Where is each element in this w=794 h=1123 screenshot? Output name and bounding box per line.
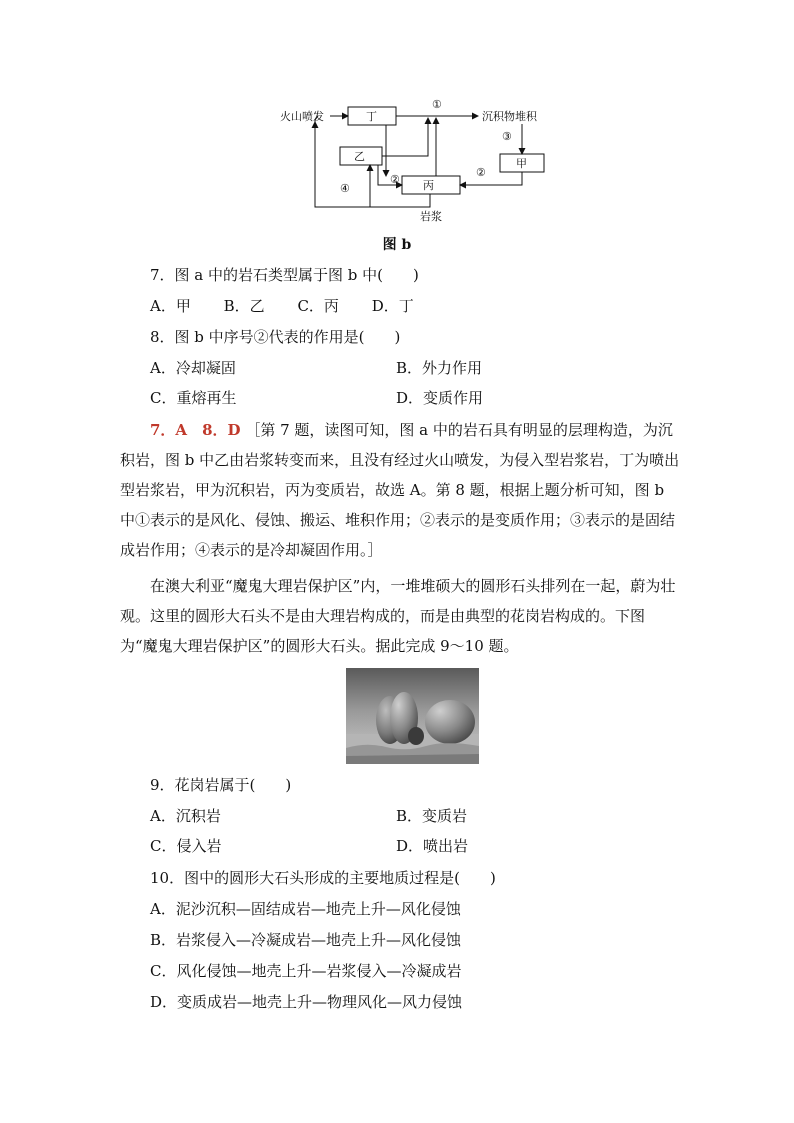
q10-option-b: B．岩浆侵入—冷凝成岩—地壳上升—风化侵蚀 <box>150 931 462 949</box>
q7-option-a: A．甲 <box>150 297 191 315</box>
label-1: ① <box>432 98 442 111</box>
label-2b: ② <box>476 166 486 179</box>
node-sediment: 沉积物堆积 <box>482 110 537 123</box>
q8-option-d: D．变质作用 <box>396 389 484 407</box>
rock-cycle-diagram <box>270 92 560 222</box>
q7-options <box>150 297 442 315</box>
q8-option-c: C．重熔再生 <box>150 389 237 407</box>
q8-option-b: B．外力作用 <box>396 359 483 377</box>
diagram-caption: 图 b <box>382 237 412 253</box>
node-volcano: 火山喷发 <box>280 110 324 123</box>
answer-text: ［第 7 题，读图可知，图 a 中的岩石具有明显的层理构造，为沉积岩，图 b 中乙由岩浆转变而来，且没有经过火山喷发，为侵入型岩浆岩，丁为喷出型岩浆岩，甲为沉积岩，丙为变质岩，故选 A。第 8 题，根据上题分析可知，图 b 中①表示的是风化、侵蚀、搬运、堆积作用；②表示的是变质作用；③表示的是固结成岩作用；④表示的是冷却凝固作用。］ <box>120 421 680 559</box>
q9-stem: 9．花岗岩属于( ) <box>150 776 292 794</box>
q7-stem: 7．图 a 中的岩石类型属于图 b 中( ) <box>150 266 419 284</box>
node-yi: 乙 <box>354 150 365 163</box>
q8-stem: 8．图 b 中序号②代表的作用是( ) <box>150 328 401 346</box>
label-2a: ② <box>390 173 400 186</box>
passage <box>120 571 680 661</box>
q8-option-a: A．冷却凝固 <box>150 359 236 377</box>
answer-key: 7．A 8．D <box>150 421 241 439</box>
q10-option-c: C．风化侵蚀—地壳上升—岩浆侵入—冷凝成岩 <box>150 962 462 980</box>
q9-option-a: A．沉积岩 <box>150 807 221 825</box>
node-ding: 丁 <box>366 110 377 123</box>
q9-option-d: D．喷出岩 <box>396 837 469 855</box>
q9-option-b: B．变质岩 <box>396 807 468 825</box>
node-magma: 岩浆 <box>420 210 442 223</box>
label-3: ③ <box>502 130 512 143</box>
q10-stem: 10．图中的圆形大石头形成的主要地质过程是( ) <box>150 869 496 887</box>
q7-option-b: B．乙 <box>223 297 265 315</box>
q10-option-a: A．泥沙沉积—固结成岩—地壳上升—风化侵蚀 <box>150 900 461 918</box>
q9-option-c: C．侵入岩 <box>150 837 222 855</box>
node-bing: 丙 <box>423 179 434 192</box>
node-jia: 甲 <box>516 157 527 170</box>
passage-text: 在澳大利亚“魔鬼大理岩保护区”内，一堆堆硕大的圆形石头排列在一起，蔚为壮观。这里的圆形大石头不是由大理岩构成的，而是由典型的花岗岩构成的。下图为“魔鬼大理岩保护区”的圆形大石头。据此完成 9～10 题。 <box>120 577 676 655</box>
q7-option-d: D．丁 <box>371 297 414 315</box>
label-4: ④ <box>340 182 350 195</box>
answer-explanation <box>120 415 680 565</box>
q7-option-c: C．丙 <box>297 297 339 315</box>
boulders-photo <box>346 668 479 764</box>
q10-option-d: D．变质成岩—地壳上升—物理风化—风力侵蚀 <box>150 993 463 1011</box>
